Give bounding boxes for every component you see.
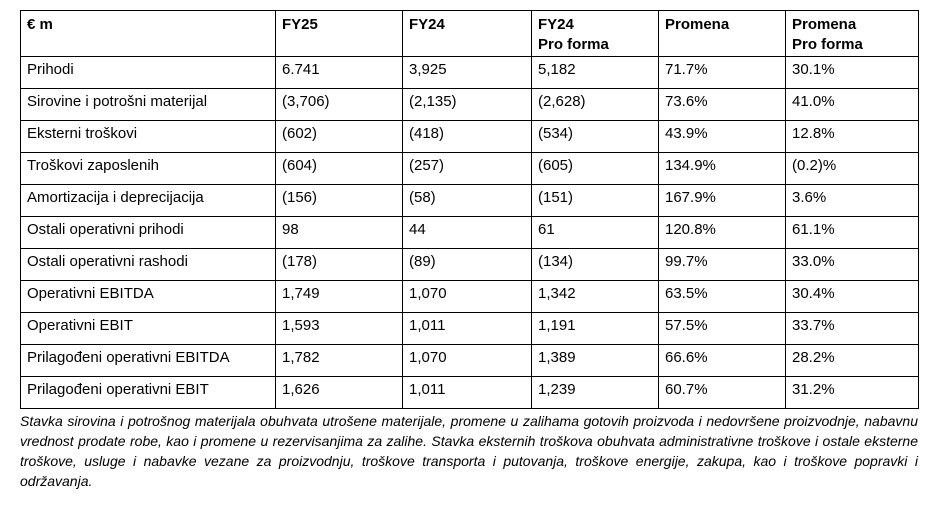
change-value: 63.5% <box>659 281 786 313</box>
fy25-value: 1,749 <box>276 281 403 313</box>
fy25-value: 1,593 <box>276 313 403 345</box>
change-pro-forma-value: (0.2)% <box>786 153 919 185</box>
fy24-pro-forma-value: (605) <box>532 153 659 185</box>
table-row <box>21 57 919 89</box>
change-value: 120.8% <box>659 217 786 249</box>
change-value: 71.7% <box>659 57 786 89</box>
change-pro-forma-value: 30.1% <box>786 57 919 89</box>
header-change: Promena <box>659 11 786 57</box>
fy25-value: 1,626 <box>276 377 403 409</box>
header-fy24: FY24 <box>403 11 532 57</box>
change-pro-forma-value: 12.8% <box>786 121 919 153</box>
fy24-pro-forma-value: (534) <box>532 121 659 153</box>
change-value: 60.7% <box>659 377 786 409</box>
fy24-value: 1,070 <box>403 345 532 377</box>
fy24-pro-forma-value: (2,628) <box>532 89 659 121</box>
fy24-pro-forma-value: 1,389 <box>532 345 659 377</box>
row-label: Amortizacija i deprecijacija <box>21 185 276 217</box>
change-pro-forma-value: 33.7% <box>786 313 919 345</box>
fy25-value: (602) <box>276 121 403 153</box>
fy24-pro-forma-value: 1,191 <box>532 313 659 345</box>
fy24-value: (418) <box>403 121 532 153</box>
fy24-value: 1,011 <box>403 313 532 345</box>
change-value: 73.6% <box>659 89 786 121</box>
change-pro-forma-value: 3.6% <box>786 185 919 217</box>
change-pro-forma-value: 33.0% <box>786 249 919 281</box>
fy24-pro-forma-value: 61 <box>532 217 659 249</box>
fy24-value: 44 <box>403 217 532 249</box>
fy24-value: 1,011 <box>403 377 532 409</box>
row-label: Ostali operativni rashodi <box>21 249 276 281</box>
table-row <box>21 121 919 153</box>
fy24-pro-forma-value: 1,239 <box>532 377 659 409</box>
table-row <box>21 281 919 313</box>
fy24-pro-forma-value: 5,182 <box>532 57 659 89</box>
table-row <box>21 377 919 409</box>
row-label: Operativni EBIT <box>21 313 276 345</box>
table-row <box>21 345 919 377</box>
table-row <box>21 89 919 121</box>
change-value: 43.9% <box>659 121 786 153</box>
footnote: Stavka sirovina i potrošnog materijala obuhvata utrošene materijale, promene u zalihama gotovih proizvoda i nedovršene proizvodnje, nabavnu vrednost prodate robe, kao i promene u rezervisanjima za zalihe. Stavka eksternih troškova obuhvata administrativne troškove i ostale eksterne troškove, usluge i nabavke vezane za proizvodnju, troškove transporta i putovanja, troškove energije, zakupa, kao i troškove popravki i održavanja. <box>20 413 918 489</box>
header-unit: € m <box>21 11 276 57</box>
row-label: Prihodi <box>21 57 276 89</box>
change-pro-forma-value: 28.2% <box>786 345 919 377</box>
fy24-pro-forma-value: (151) <box>532 185 659 217</box>
financial-table <box>20 10 919 409</box>
header-change-pro-forma: Promena Pro forma <box>786 11 919 57</box>
change-value: 57.5% <box>659 313 786 345</box>
change-pro-forma-value: 61.1% <box>786 217 919 249</box>
financial-summary <box>20 10 918 491</box>
header-fy25: FY25 <box>276 11 403 57</box>
change-value: 134.9% <box>659 153 786 185</box>
fy24-value: (2,135) <box>403 89 532 121</box>
fy24-value: (58) <box>403 185 532 217</box>
table-row <box>21 153 919 185</box>
table-row <box>21 249 919 281</box>
fy25-value: 6.741 <box>276 57 403 89</box>
change-value: 66.6% <box>659 345 786 377</box>
row-label: Prilagođeni operativni EBIT <box>21 377 276 409</box>
row-label: Troškovi zaposlenih <box>21 153 276 185</box>
fy25-value: (156) <box>276 185 403 217</box>
fy24-value: 1,070 <box>403 281 532 313</box>
row-label: Prilagođeni operativni EBITDA <box>21 345 276 377</box>
fy24-pro-forma-value: 1,342 <box>532 281 659 313</box>
fy24-value: (257) <box>403 153 532 185</box>
fy25-value: (3,706) <box>276 89 403 121</box>
fy24-value: (89) <box>403 249 532 281</box>
fy25-value: (178) <box>276 249 403 281</box>
fy25-value: 98 <box>276 217 403 249</box>
row-label: Eksterni troškovi <box>21 121 276 153</box>
change-value: 99.7% <box>659 249 786 281</box>
change-value: 167.9% <box>659 185 786 217</box>
fy24-value: 3,925 <box>403 57 532 89</box>
table-header-row <box>21 11 919 57</box>
fy25-value: 1,782 <box>276 345 403 377</box>
row-label: Ostali operativni prihodi <box>21 217 276 249</box>
fy24-pro-forma-value: (134) <box>532 249 659 281</box>
row-label: Operativni EBITDA <box>21 281 276 313</box>
row-label: Sirovine i potrošni materijal <box>21 89 276 121</box>
table-row <box>21 313 919 345</box>
table-row <box>21 185 919 217</box>
header-fy24-pro-forma: FY24 Pro forma <box>532 11 659 57</box>
change-pro-forma-value: 30.4% <box>786 281 919 313</box>
table-row <box>21 217 919 249</box>
fy25-value: (604) <box>276 153 403 185</box>
change-pro-forma-value: 41.0% <box>786 89 919 121</box>
change-pro-forma-value: 31.2% <box>786 377 919 409</box>
